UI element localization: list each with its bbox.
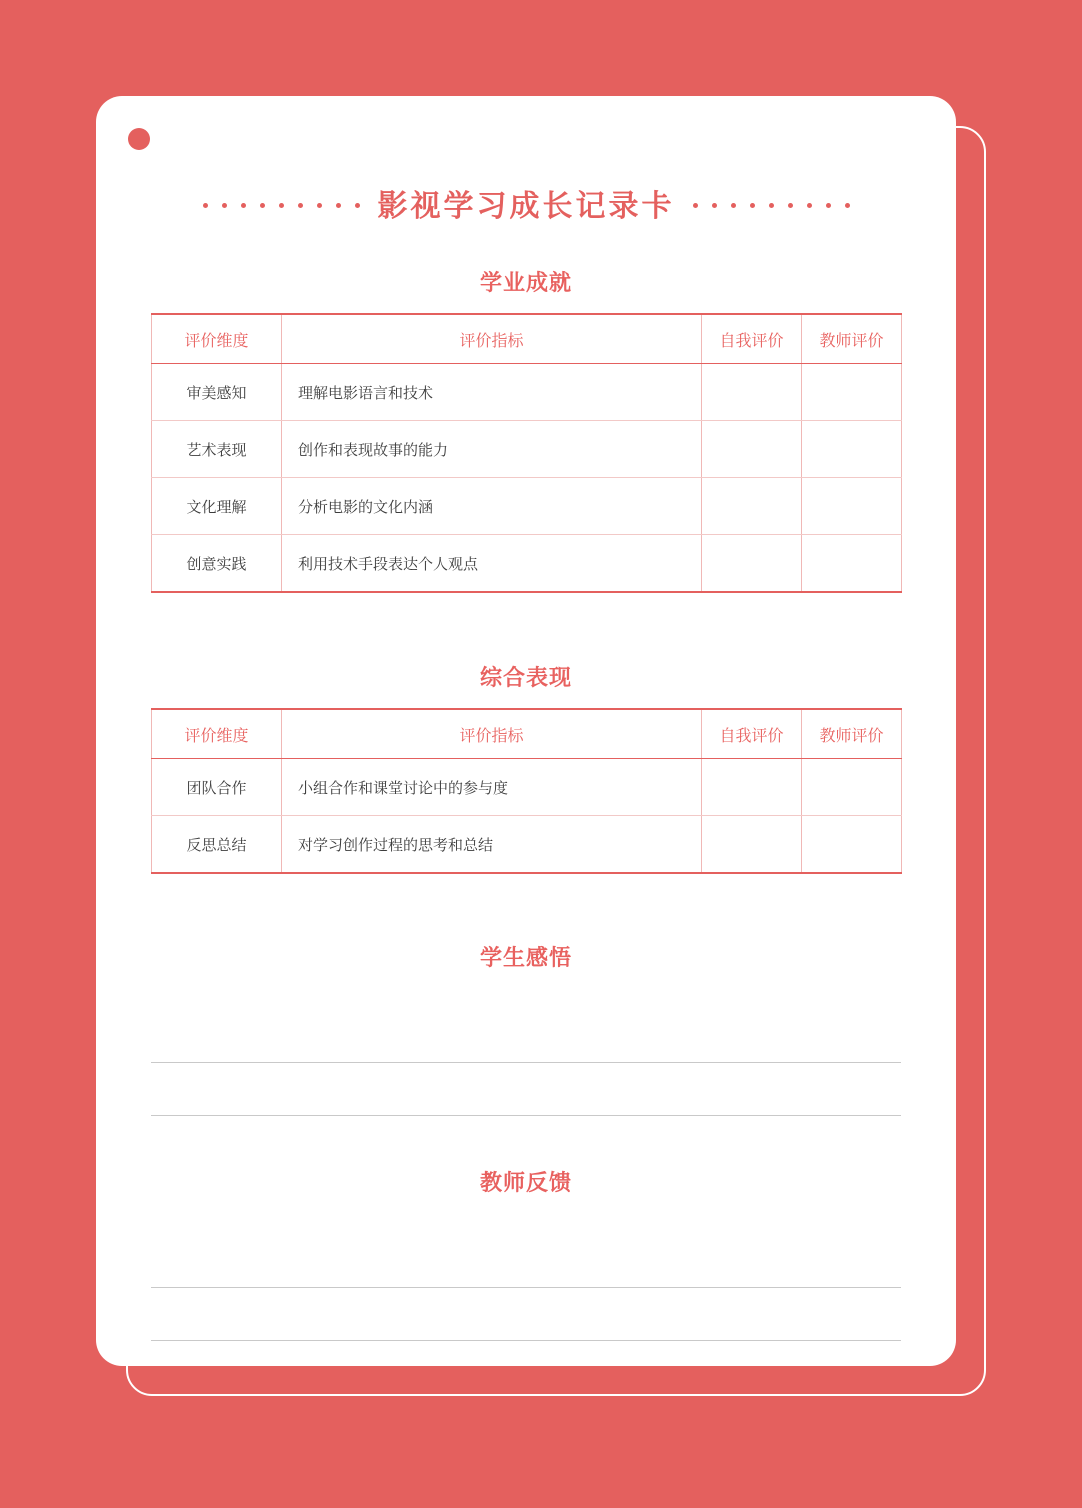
write-line[interactable] <box>151 1235 901 1288</box>
cell-teacher-eval[interactable] <box>802 478 902 535</box>
record-card <box>96 96 986 1396</box>
cell-dimension: 团队合作 <box>152 759 282 816</box>
cell-dimension: 文化理解 <box>152 478 282 535</box>
cell-indicator: 对学习创作过程的思考和总结 <box>282 816 702 874</box>
cell-self-eval[interactable] <box>702 478 802 535</box>
column-header-teacher-eval: 教师评价 <box>802 709 902 759</box>
table-row <box>152 478 902 535</box>
cell-self-eval[interactable] <box>702 535 802 593</box>
section-teacher-feedback <box>151 1166 901 1341</box>
cell-indicator: 小组合作和课堂讨论中的参与度 <box>282 759 702 816</box>
section-academic-achievement <box>151 266 901 593</box>
right-dots-decoration <box>693 199 850 208</box>
section-student-reflection <box>151 941 901 1116</box>
cell-teacher-eval[interactable] <box>802 421 902 478</box>
cell-teacher-eval[interactable] <box>802 816 902 874</box>
section-title: 学生感悟 <box>479 945 572 970</box>
section-comprehensive-performance <box>151 661 901 874</box>
column-header-dimension: 评价维度 <box>152 314 282 364</box>
cell-teacher-eval[interactable] <box>802 364 902 421</box>
table-row <box>152 421 902 478</box>
student-reflection-lines <box>151 1010 901 1116</box>
cell-teacher-eval[interactable] <box>802 759 902 816</box>
table-header-row <box>152 314 902 364</box>
cell-indicator: 分析电影的文化内涵 <box>282 478 702 535</box>
cell-indicator: 利用技术手段表达个人观点 <box>282 535 702 593</box>
cell-dimension: 艺术表现 <box>152 421 282 478</box>
column-header-teacher-eval: 教师评价 <box>802 314 902 364</box>
section-title: 学业成就 <box>479 270 572 295</box>
table-row <box>152 759 902 816</box>
cell-self-eval[interactable] <box>702 421 802 478</box>
cell-self-eval[interactable] <box>702 759 802 816</box>
cell-self-eval[interactable] <box>702 816 802 874</box>
section-title: 教师反馈 <box>479 1170 572 1195</box>
table-row <box>152 535 902 593</box>
cell-dimension: 反思总结 <box>152 816 282 874</box>
section-title: 综合表现 <box>479 665 572 690</box>
card-surface <box>96 96 956 1366</box>
column-header-indicator: 评价指标 <box>282 709 702 759</box>
left-dots-decoration <box>203 199 360 208</box>
cell-teacher-eval[interactable] <box>802 535 902 593</box>
column-header-dimension: 评价维度 <box>152 709 282 759</box>
table-header-row <box>152 709 902 759</box>
cell-self-eval[interactable] <box>702 364 802 421</box>
cell-dimension: 审美感知 <box>152 364 282 421</box>
academic-achievement-table <box>151 313 902 593</box>
page-title: 影视学习成长记录卡 <box>377 190 675 223</box>
table-row <box>152 816 902 874</box>
corner-dot-icon <box>128 128 150 150</box>
write-line[interactable] <box>151 1010 901 1063</box>
title-row <box>96 181 956 225</box>
teacher-feedback-lines <box>151 1235 901 1341</box>
comprehensive-performance-table <box>151 708 902 874</box>
cell-dimension: 创意实践 <box>152 535 282 593</box>
table-row <box>152 364 902 421</box>
column-header-indicator: 评价指标 <box>282 314 702 364</box>
write-line[interactable] <box>151 1063 901 1116</box>
column-header-self-eval: 自我评价 <box>702 314 802 364</box>
cell-indicator: 理解电影语言和技术 <box>282 364 702 421</box>
column-header-self-eval: 自我评价 <box>702 709 802 759</box>
write-line[interactable] <box>151 1288 901 1341</box>
cell-indicator: 创作和表现故事的能力 <box>282 421 702 478</box>
